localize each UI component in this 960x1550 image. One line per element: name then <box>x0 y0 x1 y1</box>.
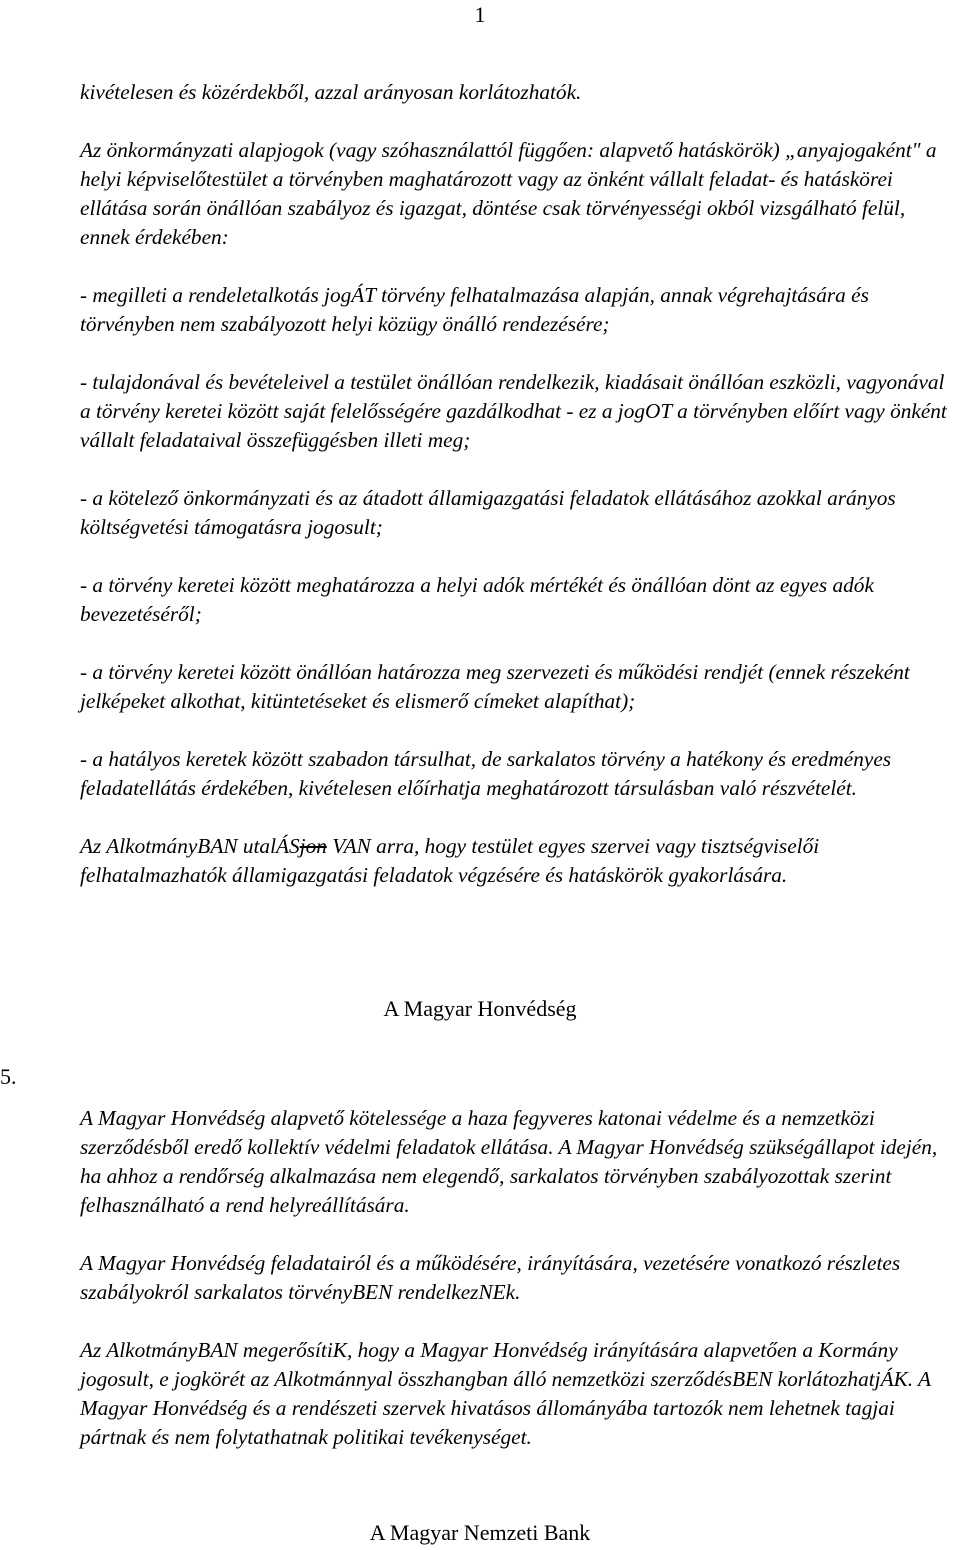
document-body <box>80 78 955 890</box>
list-item: - a kötelező önkormányzati és az átadott államigazgatási feladatok ellátásához azokkal arányos költségvetési támogatásra jogosult; <box>80 486 896 539</box>
section-body <box>80 1104 960 1481</box>
list-item: - a törvény keretei között meghatározza a helyi adók mértékét és önállóan dönt az egyes adók bevezetéséről; <box>80 573 874 626</box>
paragraph: kivételesen és közérdekből, azzal arányosan korlátozhatók. <box>80 80 582 104</box>
paragraph: A Magyar Honvédség alapvető kötelessége a haza fegyveres katonai védelme és a nemzetközi szerződésből eredő kollektív védelmi feladatok ellátása. A Magyar Honvédség szükségállapot idején, ha ahhoz a rendőrség alkalmazása nem elegendő, sarkalatos törvényben szabályozottak szerint felhasználható a rend helyreállítására. <box>80 1106 938 1217</box>
list-item: - tulajdonával és bevételeivel a testület önállóan rendelkezik, kiadásait önállóan eszközli, vagyonával a törvény keretei között saját felelősségére gazdálkodhat - ez a jogOT a törvényben előírt vagy önként vállalt feladataival összefüggésben illeti meg; <box>80 370 947 452</box>
text-run: VAN arra, hogy testület egyes szervei vagy tisztségviselői felhatalmazhatók államigazgatási feladatok végzésére és hatáskörök gyakorlására. <box>80 834 820 887</box>
paragraph: Az AlkotmányBAN megerősítiK, hogy a Magyar Honvédség irányítására alapvetően a Kormány jogosult, e jogkörét az Alkotmánnyal összhangban álló nemzetközi szerződésBEN korlátozhatjÁK. A Magyar Honvédség és a rendészeti szervek hivatásos állományába tartozók nem lehetnek tagjai pártnak és nem folytathatnak politikai tevékenységet. <box>80 1338 931 1449</box>
paragraph: A Magyar Honvédség feladatairól és a működésére, irányítására, vezetésére vonatkozó részletes szabályokról sarkalatos törvényBEN rendelkezNEk. <box>80 1251 901 1304</box>
struck-text: jon <box>299 834 327 858</box>
section-number: 5. <box>0 1064 17 1089</box>
text-run: Az AlkotmányBAN utalÁS <box>80 834 300 858</box>
paragraph: Az önkormányzati alapjogok (vagy szóhasználattól függően: alapvető hatáskörök) „anyajogaként" a helyi képviselőtestület a törvényben maghatározott vagy az önként vállalt feladat- és hatáskörei ellátása során önállóan szabályoz és igazgat, döntése csak törvényességi okból vizsgálható felül, ennek érdekében: <box>80 138 937 249</box>
section-heading: A Magyar Honvédség <box>383 996 577 1021</box>
list-item: - megilleti a rendeletalkotás jogÁT törvény felhatalmazása alapján, annak végrehajtására és törvényben nem szabályozott helyi közügy önálló rendezésére; <box>80 283 869 336</box>
list-item: - a törvény keretei között önállóan határozza meg szervezeti és működési rendjét (ennek részeként jelképeket alkothat, kitüntetéseket és elismerő címeket alapíthat); <box>80 660 910 713</box>
paragraph <box>80 832 955 890</box>
list-item: - a hatályos keretek között szabadon társulhat, de sarkalatos törvény a hatékony és eredményes feladatellátás érdekében, kivételesen előírhatja meghatározott társulásban való részvételét. <box>80 747 892 800</box>
section-heading: A Magyar Nemzeti Bank <box>369 1520 591 1545</box>
page-number: 1 <box>474 2 486 27</box>
